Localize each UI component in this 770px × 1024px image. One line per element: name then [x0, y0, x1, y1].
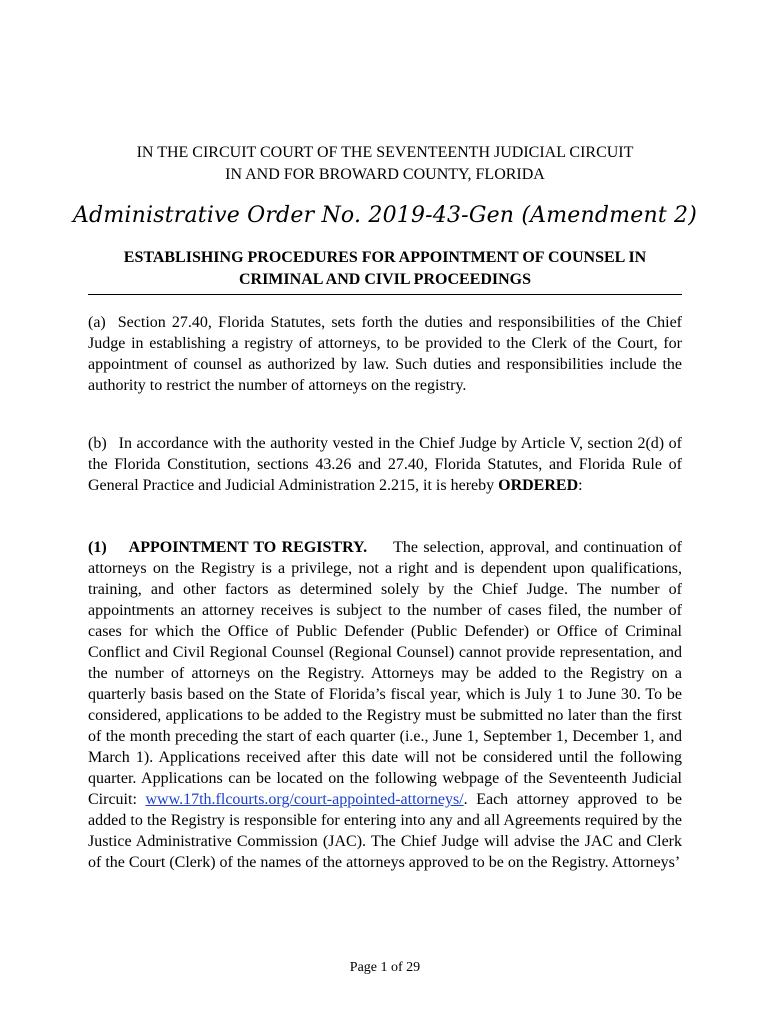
order-subject: [88, 247, 682, 295]
paragraph-b: [88, 433, 682, 496]
paragraph-b-text: In accordance with the authority vested in the Chief Judge by Article V, section 2(d) of the Florida Constitution, sections 43.26 and 27.40, Florida Statutes, and Florida Rule of General Practice and Judicial Administration 2.215, it is hereby: [88, 435, 682, 494]
section-1-heading: APPOINTMENT TO REGISTRY.: [128, 539, 368, 556]
paragraph-b-label: (b): [88, 435, 107, 452]
subject-line-2: CRIMINAL AND CIVIL PROCEEDINGS: [238, 271, 532, 288]
section-1-text: The selection, approval, and continuation of attorneys on the Registry is a privilege, not a right and is dependent upon qualifications, training, and other factors as determined solely by the Chief Judge. The number of appointments an attorney receives is subject to the number of cases filed, the number of cases for which the Office of Public Defender (Public Defender) or Office of Criminal Conflict and Civil Regional Counsel (Regional Counsel) cannot provide representation, and the number of attorneys on the Registry. Attorneys may be added to the Registry on a quarterly basis based on the State of Florida’s fiscal year, which is July 1 to June 30. To be considered, applications to be added to the Registry must be submitted no later than the first of the month preceding the start of each quarter (i.e., June 1, September 1, December 1, and March 1). Applications received after this date will not be considered until the following quarter. Applications can be located on the following webpage of the Seventeenth Judicial Circuit:: [88, 539, 682, 808]
paragraph-a-label: (a): [88, 314, 106, 331]
section-1-label: (1): [88, 539, 107, 556]
court-line-1: IN THE CIRCUIT COURT OF THE SEVENTEENTH JUDICIAL CIRCUIT: [136, 144, 634, 161]
section-1-text-continued: . Each attorney approved to be added to the Registry is responsible for entering into any and all Agreements required by the Justice Administrative Commission (JAC). The Chief Judge will advise the JAC and Clerk of the Court (Clerk) of the names of the attorneys approved to be on the Registry. Attorneys’: [88, 791, 682, 871]
paragraph-b-end: :: [578, 477, 583, 494]
court-header: [0, 142, 770, 186]
court-appointed-attorneys-link[interactable]: www.17th.flcourts.org/court-appointed-attorneys/: [145, 791, 464, 808]
court-line-2: IN AND FOR BROWARD COUNTY, FLORIDA: [225, 166, 545, 183]
ordered-keyword: ORDERED: [498, 477, 579, 494]
paragraph-a: [88, 312, 682, 396]
section-1-appointment: [88, 537, 682, 873]
order-title: Administrative Order No. 2019-43-Gen (Amendment 2): [72, 203, 698, 228]
paragraph-a-text: Section 27.40, Florida Statutes, sets forth the duties and responsibilities of the Chief Judge in establishing a registry of attorneys, to be provided to the Clerk of the Court, for appointment of counsel as authorized by law. Such duties and responsibilities include the authority to restrict the number of attorneys on the registry.: [88, 314, 682, 394]
page-number: Page 1 of 29: [349, 960, 421, 975]
subject-line-1: ESTABLISHING PROCEDURES FOR APPOINTMENT OF COUNSEL IN: [123, 249, 647, 266]
